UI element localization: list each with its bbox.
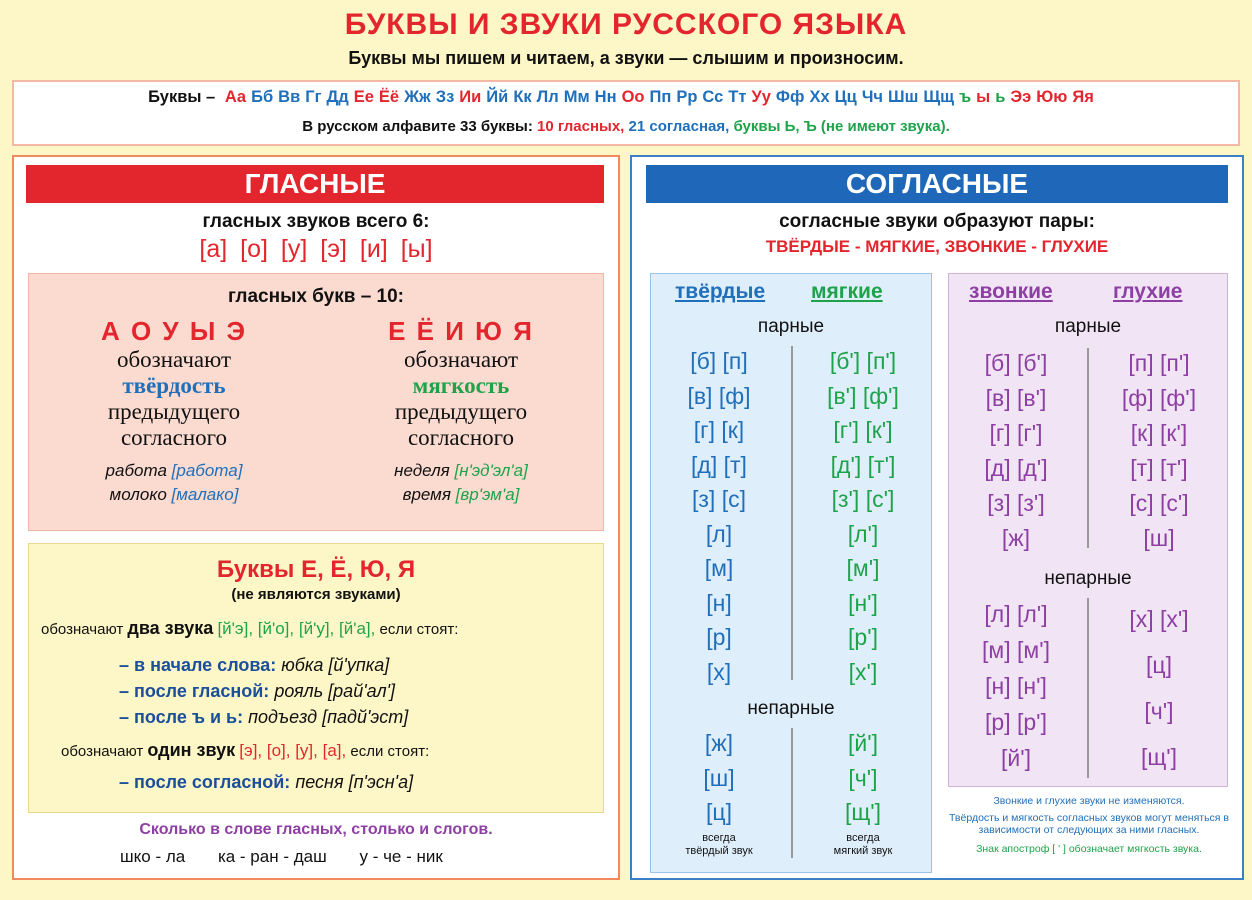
consonant-sound: [ц] <box>1146 652 1172 678</box>
text: если стоят: <box>379 621 459 638</box>
alphabet-letter: Яя <box>1072 88 1094 106</box>
consonant-sound: [ж] <box>1001 525 1031 551</box>
consonant-sound: [х'] <box>848 658 878 685</box>
voiced-voiceless-box <box>948 273 1228 787</box>
hard-desc-2: твёрдость <box>122 373 226 398</box>
consonant-sound: [н'] <box>848 589 878 616</box>
unpaired-label: непарные <box>1044 568 1132 589</box>
vowel-letters-total: гласных букв – 10: <box>227 286 405 307</box>
note-1: Звонкие и глухие звуки не изменяются. <box>993 795 1185 807</box>
column-divider <box>791 346 793 680</box>
voiceless-paired-list <box>1091 346 1227 556</box>
alphabet-letter: ы <box>976 88 991 106</box>
alphabet-letter: ъ <box>959 88 972 106</box>
example-word: время <box>402 485 451 504</box>
consonant-sound: [ф] [ф'] <box>1121 385 1197 411</box>
consonant-sound: [л] [л'] <box>984 601 1048 627</box>
text-bold: два звука <box>127 618 214 638</box>
consonant-sound: [к] [к'] <box>1130 420 1188 446</box>
alphabet-letter: Нн <box>594 88 617 106</box>
vowel-sound: [о] <box>240 235 268 263</box>
example-transcription: [н'эд'эл'а] <box>454 461 528 480</box>
consonant-notes <box>944 795 1234 855</box>
soft-desc-3: предыдущего <box>394 399 528 424</box>
hard-desc-4: согласного <box>120 425 228 450</box>
one-sound-rule <box>119 772 413 793</box>
hard-example-1 <box>29 461 319 481</box>
alphabet-letter: Оо <box>621 88 645 106</box>
hard-always-note <box>651 832 787 858</box>
paired-label: парные <box>1054 316 1122 337</box>
voiceless-label: глухие <box>1113 280 1183 303</box>
example-transcription: [работа] <box>171 461 243 480</box>
consonant-sound: [й'] <box>847 730 879 756</box>
voiced-unpaired-list <box>949 596 1083 776</box>
hard-soft-box <box>650 273 932 873</box>
consonant-sound: [м] [м'] <box>982 637 1050 663</box>
alphabet-letter: Аа <box>224 88 247 106</box>
special-subtitle: (не являются звуками) <box>231 586 401 603</box>
soft-desc-1: обозначают <box>403 347 519 372</box>
vowels-panel <box>12 155 620 880</box>
hard-label: твёрдые <box>675 280 766 303</box>
alphabet-letter: Кк <box>513 88 532 106</box>
consonant-sound: [м'] <box>846 555 880 581</box>
consonant-sound: [д] [т] <box>691 451 747 478</box>
alphabet-letter: Тт <box>728 88 747 106</box>
alphabet-letter: Жж <box>404 88 431 106</box>
pairs-types: ТВЁРДЫЕ - МЯГКИЕ, ЗВОНКИЕ - ГЛУХИЕ <box>765 237 1109 256</box>
alphabet-letter: Бб <box>251 88 274 106</box>
rule-row <box>119 652 408 678</box>
alphabet-letter: Сс <box>702 88 724 106</box>
soft-unpaired-list <box>795 726 931 830</box>
syllables-examples <box>120 847 540 867</box>
consonant-sound: [ц] <box>706 799 732 825</box>
consonant-sound: [б'] [п'] <box>829 348 897 374</box>
consonant-sound: [ч'] <box>1144 698 1174 724</box>
text: если стоят: <box>350 743 430 760</box>
consonant-sound: [щ'] <box>1140 744 1178 770</box>
hard-unpaired-list <box>651 726 787 830</box>
consonant-sound: [з] [с] <box>692 486 746 512</box>
alphabet-row <box>14 88 1238 107</box>
example-transcription: [малако] <box>171 485 239 504</box>
note-line: всегда <box>702 832 736 844</box>
alphabet-letter: Рр <box>676 88 698 106</box>
rule-row <box>119 678 408 704</box>
soft-always-note <box>795 832 931 858</box>
alphabet-letter: Лл <box>536 88 559 106</box>
consonant-sound: [в] [в'] <box>985 385 1047 411</box>
consonant-sound: [т] [т'] <box>1130 455 1188 481</box>
consonant-sound: [б] [б'] <box>984 350 1048 376</box>
alphabet-letter: Хх <box>809 88 830 106</box>
note-line: мягкий звук <box>833 845 893 857</box>
consonant-sound: [в'] [ф'] <box>827 382 899 409</box>
soft-desc-4: согласного <box>407 425 515 450</box>
consonant-sound: [б] [п] <box>690 348 748 374</box>
column-divider <box>1087 598 1089 778</box>
page-subtitle: Буквы мы пишем и читаем, а звуки — слышим и произносим. <box>348 48 904 68</box>
paired-label: парные <box>757 316 825 337</box>
rule-label: – после ъ и ь: <box>119 707 244 727</box>
special-title: Буквы Е, Ё, Ю, Я <box>216 556 416 583</box>
alphabet-letter: Уу <box>751 88 771 106</box>
consonant-sound: [м] <box>704 555 734 581</box>
consonant-sound: [ж] <box>704 730 734 756</box>
sound-list: [й'э], [й'о], [й'у], [й'а], <box>217 619 376 638</box>
alphabet-letters <box>225 88 1099 106</box>
note-prefix: В русском алфавите <box>302 118 456 135</box>
text: обозначают <box>41 621 124 638</box>
rule-example: рояль [рай'ал'] <box>274 681 396 701</box>
soft-example-1 <box>319 461 603 481</box>
vowel-sound: [у] <box>280 235 308 263</box>
alphabet-letter: Мм <box>563 88 590 106</box>
consonant-sound: [л'] <box>847 520 879 547</box>
syllable-example: ка - ран - даш <box>217 847 327 866</box>
alphabet-note <box>14 118 1238 135</box>
note-signs: буквы Ь, Ъ (не имеют звука). <box>733 118 950 135</box>
rule-label: – после гласной: <box>119 681 270 701</box>
consonant-sound: [ш] <box>1143 525 1175 551</box>
note-2: Твёрдость и мягкость согласных звуков могут меняться в зависимости от следующих за ними гласных. <box>948 811 1229 836</box>
example-word: работа <box>105 461 167 480</box>
rule-example: песня [п'эсн'а] <box>295 772 414 792</box>
consonant-sound: [г'] [к'] <box>833 417 893 443</box>
soft-vowel-letters: Е Ё И Ю Я <box>388 316 534 346</box>
alphabet-letter: Цц <box>834 88 857 106</box>
vowel-sound: [а] <box>199 235 228 263</box>
soft-example-2 <box>319 485 603 505</box>
alphabet-letter: Чч <box>861 88 884 106</box>
rule-row <box>119 704 408 730</box>
syllable-example: у - че - ник <box>359 847 443 866</box>
vowel-sounds-total: гласных звуков всего 6: <box>202 211 430 232</box>
rule-label: – после согласной: <box>119 772 291 792</box>
consonant-sound: [х] [х'] <box>1129 606 1189 632</box>
pairs-intro: согласные звуки образуют пары: <box>779 211 1095 232</box>
consonant-sound: [р] [р'] <box>985 709 1047 735</box>
consonant-sound: [в] [ф] <box>687 382 751 409</box>
consonants-heading: СОГЛАСНЫЕ <box>646 165 1228 203</box>
example-transcription: [вр'эм'а] <box>455 485 520 504</box>
consonant-sound: [п] [п'] <box>1128 350 1190 376</box>
consonant-sound: [н] [н'] <box>985 673 1047 699</box>
consonant-sound: [з] [з'] <box>987 490 1045 516</box>
example-word: молоко <box>109 485 167 504</box>
note-line: всегда <box>846 832 880 844</box>
consonant-sound: [х] <box>706 658 732 685</box>
alphabet-letter: Вв <box>278 88 301 106</box>
note-line: твёрдый звук <box>685 845 753 857</box>
alphabet-letter: Ээ <box>1010 88 1032 106</box>
consonant-sound: [з'] [с'] <box>831 486 895 512</box>
hard-paired-list <box>651 344 787 689</box>
note-vowels: 10 гласных, <box>537 118 625 135</box>
soft-desc-2: мягкость <box>412 373 510 398</box>
consonant-sound: [й'] <box>1000 745 1032 771</box>
alphabet-letter: Шш <box>888 88 919 106</box>
page-title: БУКВЫ И ЗВУКИ РУССКОГО ЯЗЫКА <box>344 8 908 41</box>
consonant-sound: [л] <box>705 520 733 547</box>
consonant-sound: [д] [д'] <box>984 455 1048 481</box>
alphabet-box <box>12 80 1240 146</box>
alphabet-letter: Гг <box>305 88 322 106</box>
alphabet-label: Буквы – <box>148 88 216 106</box>
hard-example-2 <box>29 485 319 505</box>
consonant-sound: [д'] [т'] <box>830 451 896 478</box>
consonant-sound: [ч'] <box>848 764 878 791</box>
consonant-sound: [г] [к] <box>693 417 745 443</box>
consonants-panel <box>630 155 1244 880</box>
consonant-sound: [н] <box>706 589 732 616</box>
example-word: неделя <box>394 461 450 480</box>
sound-list: [э], [о], [у], [а], <box>239 741 347 760</box>
consonant-sound: [с] [с'] <box>1129 490 1189 516</box>
voiced-label: звонкие <box>969 280 1053 303</box>
soft-label: мягкие <box>811 280 883 303</box>
column-divider <box>1087 348 1089 548</box>
special-vowels-box <box>28 543 604 813</box>
alphabet-letter: Пп <box>649 88 672 106</box>
alphabet-letter: Дд <box>326 88 349 106</box>
vowel-sound: [э] <box>320 235 347 263</box>
alphabet-letter: Фф <box>775 88 805 106</box>
alphabet-letter: Йй <box>486 88 509 106</box>
one-sound-line <box>61 740 601 761</box>
consonant-sound: [р'] <box>848 624 878 650</box>
alphabet-letter: Зз <box>435 88 455 106</box>
syllable-example: шко - ла <box>120 847 186 866</box>
text-bold: один звук <box>147 740 236 760</box>
rule-example: подъезд [падй'эст] <box>248 707 409 727</box>
alphabet-letter: Ее <box>353 88 374 106</box>
voiceless-unpaired-list <box>1091 596 1227 780</box>
alphabet-letter: Щщ <box>923 88 955 106</box>
two-sounds-rules <box>119 652 408 730</box>
hard-vowel-letters: А О У Ы Э <box>100 316 248 346</box>
vowels-heading: ГЛАСНЫЕ <box>26 165 604 203</box>
alphabet-letter: Ии <box>459 88 482 106</box>
text: обозначают <box>61 743 144 760</box>
column-divider <box>791 728 793 858</box>
vowel-sound: [ы] <box>400 235 433 263</box>
consonant-sound: [щ'] <box>844 799 882 825</box>
vowel-sound: [и] <box>359 235 388 263</box>
soft-paired-list <box>795 344 931 689</box>
alphabet-letter: ь <box>995 88 1006 106</box>
soft-vowels-col <box>319 316 603 505</box>
voiced-paired-list <box>949 346 1083 556</box>
note-3: Знак апостроф [ ' ] обозначает мягкость звука. <box>976 842 1202 855</box>
hard-desc-1: обозначают <box>116 347 232 372</box>
consonant-sound: [ш] <box>703 764 735 791</box>
hard-desc-3: предыдущего <box>107 399 241 424</box>
note-consonants: 21 согласная, <box>628 118 730 135</box>
alphabet-letter: Ёё <box>378 88 400 106</box>
vowel-sounds-list <box>14 235 618 264</box>
alphabet-letter: Юю <box>1036 88 1068 106</box>
consonant-sound: [р] <box>706 624 732 650</box>
two-sounds-line <box>41 618 601 639</box>
unpaired-label: непарные <box>747 698 835 719</box>
hard-vowels-col <box>29 316 319 505</box>
consonant-sound: [г] [г'] <box>989 420 1043 446</box>
syllables-rule: Сколько в слове гласных, столько и слогов. <box>139 821 493 838</box>
note-count: 33 буквы: <box>460 118 533 135</box>
rule-example: юбка [й'упка] <box>281 655 390 675</box>
vowel-letters-box <box>28 273 604 531</box>
rule-label: – в начале слова: <box>119 655 277 675</box>
